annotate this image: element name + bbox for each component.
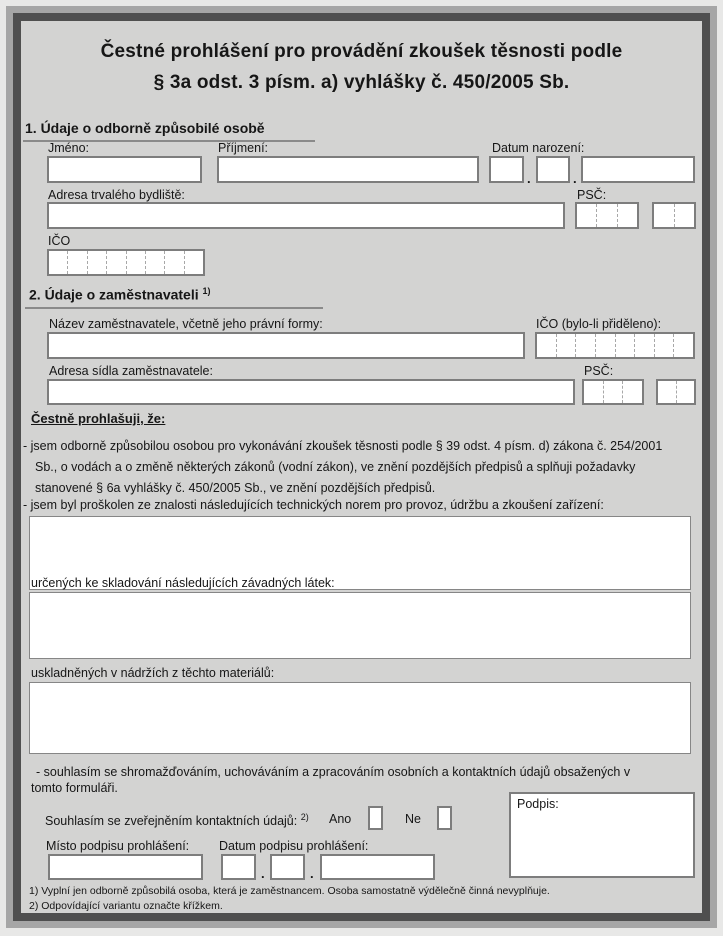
ico-cell xyxy=(145,251,164,274)
section2-header xyxy=(29,286,211,303)
declaration-item1: - jsem odborně způsobilou osobou pro vykonávání zkoušek těsnosti podle § 39 odst. 4 písm. d) zákona č. 254/2001 Sb., o vodách a o změně některých zákonů (vodní zákon), ve znění pozdějších předpisů a splňuji požadavky stanovené § 6a vyhlášky č. 450/2005 Sb., ve znění pozdějších předpisů. xyxy=(23,439,663,495)
birth-year-input[interactable] xyxy=(581,156,695,183)
employer-psc-label: PSČ: xyxy=(584,364,614,378)
signature-place-label: Místo podpisu prohlášení: xyxy=(46,839,190,853)
sign-month-input[interactable] xyxy=(270,854,305,880)
ico-cell xyxy=(575,334,595,357)
employer-ico-field[interactable] xyxy=(535,332,695,359)
consent-yes-checkbox[interactable] xyxy=(368,806,383,830)
ico-cell xyxy=(87,251,106,274)
last-name-input[interactable] xyxy=(217,156,479,183)
ico-cell xyxy=(106,251,125,274)
substances-label: určených ke skladování následujících závadných látek: xyxy=(31,576,335,590)
psc-label: PSČ: xyxy=(577,188,607,202)
psc-cell xyxy=(596,204,616,227)
no-label: Ne xyxy=(405,812,421,826)
ico-cell xyxy=(634,334,654,357)
footnote-1: 1) Vyplní jen odborně způsobilá osoba, která je zaměstnancem. Osoba samostatně výdělečně činná nevyplňuje. xyxy=(29,885,550,897)
last-name-label: Příjmení: xyxy=(218,141,269,155)
psc-part1-field[interactable] xyxy=(575,202,639,229)
employer-psc-part1-field[interactable] xyxy=(582,379,644,405)
signature-area[interactable] xyxy=(509,792,695,878)
psc-cell xyxy=(617,204,637,227)
psc-cell xyxy=(658,381,676,403)
date-separator: . xyxy=(527,171,531,186)
sign-year-input[interactable] xyxy=(320,854,435,880)
section2-rule xyxy=(25,307,323,309)
publish-consent-footnote-ref: 2) xyxy=(300,812,309,822)
section2-header-footnote-ref: 1) xyxy=(202,286,211,296)
date-separator: . xyxy=(261,866,265,881)
ico-cell xyxy=(537,334,556,357)
ico-cell xyxy=(595,334,615,357)
psc-cell xyxy=(603,381,623,403)
ico-field[interactable] xyxy=(47,249,205,276)
birth-date-label: Datum narození: xyxy=(492,141,585,155)
form-title-line2: § 3a odst. 3 písm. a) vyhlášky č. 450/2005 Sb. xyxy=(153,72,570,93)
psc-cell xyxy=(584,381,603,403)
substances-textarea[interactable] xyxy=(29,592,691,659)
employer-name-label: Název zaměstnavatele, včetně jeho právní formy: xyxy=(49,317,323,331)
sign-day-input[interactable] xyxy=(221,854,256,880)
yes-label: Ano xyxy=(329,812,352,826)
ico-cell xyxy=(615,334,635,357)
signature-label: Podpis: xyxy=(517,797,559,811)
birth-day-input[interactable] xyxy=(489,156,524,183)
ico-cell xyxy=(164,251,183,274)
publish-consent-label xyxy=(45,812,309,828)
section2-header-text: 2. Údaje o zaměstnavateli xyxy=(29,286,199,303)
psc-cell xyxy=(622,381,642,403)
psc-part2-field[interactable] xyxy=(652,202,696,229)
footnote-2: 2) Odpovídající variantu označte křížkem. xyxy=(29,900,223,912)
outer-frame-band xyxy=(6,6,717,928)
ico-cell xyxy=(49,251,67,274)
first-name-label: Jméno: xyxy=(48,141,89,155)
home-address-input[interactable] xyxy=(47,202,565,229)
home-address-label: Adresa trvalého bydliště: xyxy=(48,188,185,202)
psc-cell xyxy=(654,204,674,227)
employer-address-label: Adresa sídla zaměstnavatele: xyxy=(49,364,213,378)
psc-cell xyxy=(674,204,695,227)
psc-cell xyxy=(577,204,596,227)
form-border xyxy=(13,13,710,921)
psc-cell xyxy=(676,381,695,403)
materials-label: uskladněných v nádržích z těchto materiálů: xyxy=(31,666,275,680)
form-page xyxy=(21,21,702,913)
employer-ico-label: IČO (bylo-li přiděleno): xyxy=(536,317,662,331)
materials-textarea[interactable] xyxy=(29,682,691,754)
signature-place-input[interactable] xyxy=(48,854,203,880)
ico-cell xyxy=(673,334,693,357)
date-separator: . xyxy=(573,171,577,186)
first-name-input[interactable] xyxy=(47,156,202,183)
date-separator: . xyxy=(310,866,314,881)
section1-header: 1. Údaje o odborně způsobilé osobě xyxy=(25,120,265,136)
ico-cell xyxy=(556,334,576,357)
employer-name-input[interactable] xyxy=(47,332,525,359)
ico-cell xyxy=(184,251,203,274)
consent-no-checkbox[interactable] xyxy=(437,806,452,830)
ico-label: IČO xyxy=(48,234,71,248)
employer-address-input[interactable] xyxy=(47,379,575,405)
declaration-item2: - jsem byl proškolen ze znalosti následujících technických norem pro provoz, údržbu a zkoušení zařízení: xyxy=(23,498,604,512)
data-consent-text: - souhlasím se shromažďováním, uchováváním a zpracováním osobních a kontaktních údajů obsažených v tomto formuláři. xyxy=(31,765,631,795)
ico-cell xyxy=(126,251,145,274)
birth-month-input[interactable] xyxy=(536,156,570,183)
ico-cell xyxy=(654,334,674,357)
publish-consent-text: Souhlasím se zveřejněním kontaktních údajů: xyxy=(45,814,298,829)
signature-date-label: Datum podpisu prohlášení: xyxy=(219,839,369,853)
form-title-line1: Čestné prohlášení pro provádění zkoušek těsnosti podle xyxy=(100,41,623,62)
declaration-header: Čestně prohlašuji, že: xyxy=(31,411,166,426)
employer-psc-part2-field[interactable] xyxy=(656,379,696,405)
ico-cell xyxy=(67,251,86,274)
